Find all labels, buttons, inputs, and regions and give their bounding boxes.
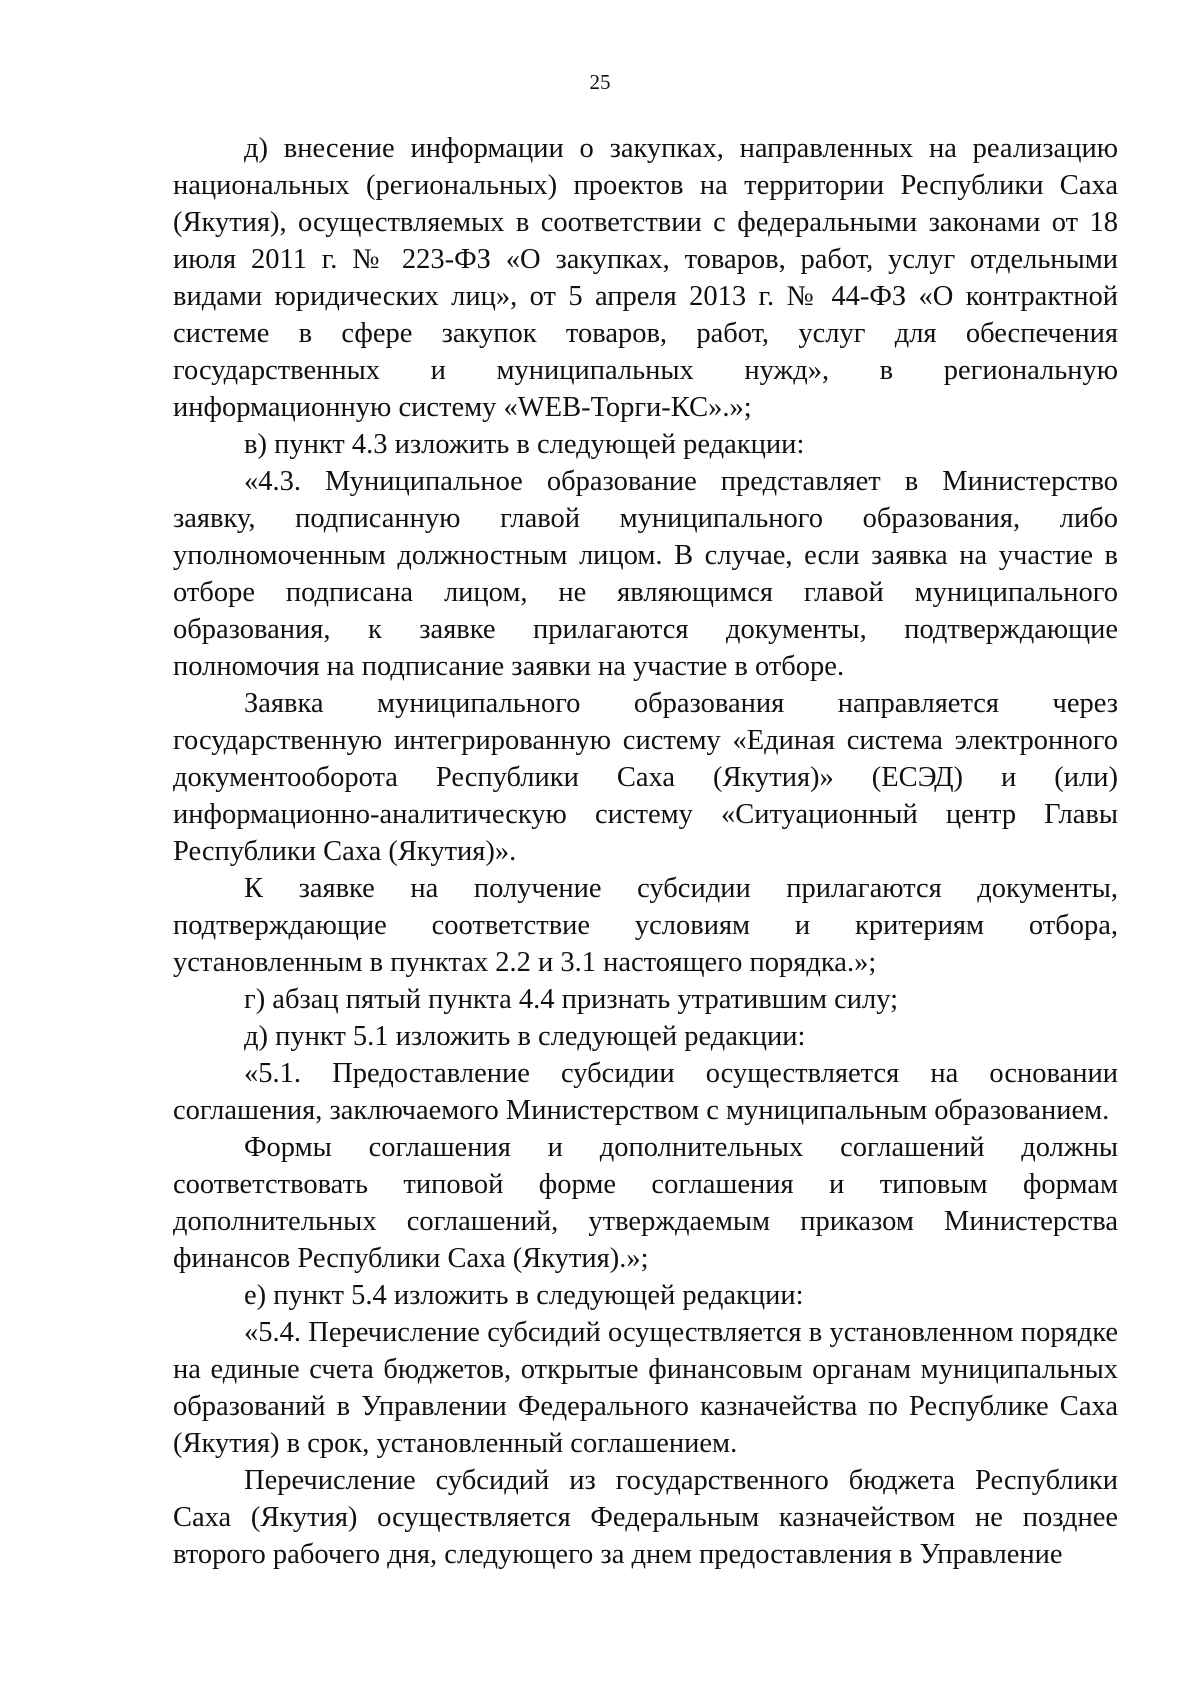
paragraph-g-clause-4-4: г) абзац пятый пункта 4.4 признать утратившим силу; xyxy=(244,984,899,1015)
paragraph-clause-5-1: «5.1. Предоставление субсидии осуществляется на основании соглашения, заключаемого Министерством с муниципальным образованием. xyxy=(173,1058,1118,1126)
paragraph-e-clause-5-4-intro: е) пункт 5.4 изложить в следующей редакции: xyxy=(244,1280,804,1311)
paragraph-clause-4-3: «4.3. Муниципальное образование представляет в Министерство заявку, подписанную главой муниципального образования, либо уполномоченным должностным лицом. В случае, если заявка на участие в отборе подписана лицом, не являющимся главой муниципального образования, к заявке прилагаются документы, подтверждающие полномочия на подписание заявки на участие в отборе. xyxy=(173,466,1118,682)
page-number: 25 xyxy=(589,70,611,94)
paragraph-agreement-forms: Формы соглашения и дополнительных соглашений должны соответствовать типовой форме соглашения и типовым формам дополнительных соглашений, утверждаемым приказом Министерства финансов Республики Саха (Якутия).»; xyxy=(173,1132,1118,1274)
paragraph-v-clause-4-3-intro: в) пункт 4.3 изложить в следующей редакции: xyxy=(244,429,805,460)
paragraph-d-clause-5-1-intro: д) пункт 5.1 изложить в следующей редакции: xyxy=(244,1021,806,1052)
paragraph-application-documents: К заявке на получение субсидии прилагаются документы, подтверждающие соответствие условиям и критериям отбора, установленным в пунктах 2.2 и 3.1 настоящего порядка.»; xyxy=(173,873,1118,978)
paragraph-d-procurement-info: д) внесение информации о закупках, направленных на реализацию национальных (региональных) проектов на территории Республики Саха (Якутия), осуществляемых в соответствии с федеральными законами от 18 июля 2011 г. № 223-ФЗ «О закупках, товаров, работ, услуг отдельными видами юридических лиц», от 5 апреля 2013 г. № 44-ФЗ «О контрактной системе в сфере закупок товаров, работ, услуг для обеспечения государственных и муниципальных нужд», в региональную информационную систему «WEB-Торги-КС».»; xyxy=(173,133,1118,423)
paragraph-clause-5-4: «5.4. Перечисление субсидий осуществляется в установленном порядке на единые счета бюджетов, открытые финансовым органам муниципальных образований в Управлении Федерального казначейства по Республике Саха (Якутия) в срок, установленный соглашением. xyxy=(173,1317,1118,1459)
paragraph-subsidy-transfer: Перечисление субсидий из государственного бюджета Республики Саха (Якутия) осуществляется Федеральным казначейством не позднее второго рабочего дня, следующего за днем предоставления в Управление xyxy=(173,1465,1118,1570)
document-body xyxy=(173,130,1118,1573)
paragraph-application-routing: Заявка муниципального образования направляется через государственную интегрированную систему «Единая система электронного документооборота Республики Саха (Якутия)» (ЕСЭД) и (или) информационно-аналитическую систему «Ситуационный центр Главы Республики Саха (Якутия)». xyxy=(173,688,1118,867)
